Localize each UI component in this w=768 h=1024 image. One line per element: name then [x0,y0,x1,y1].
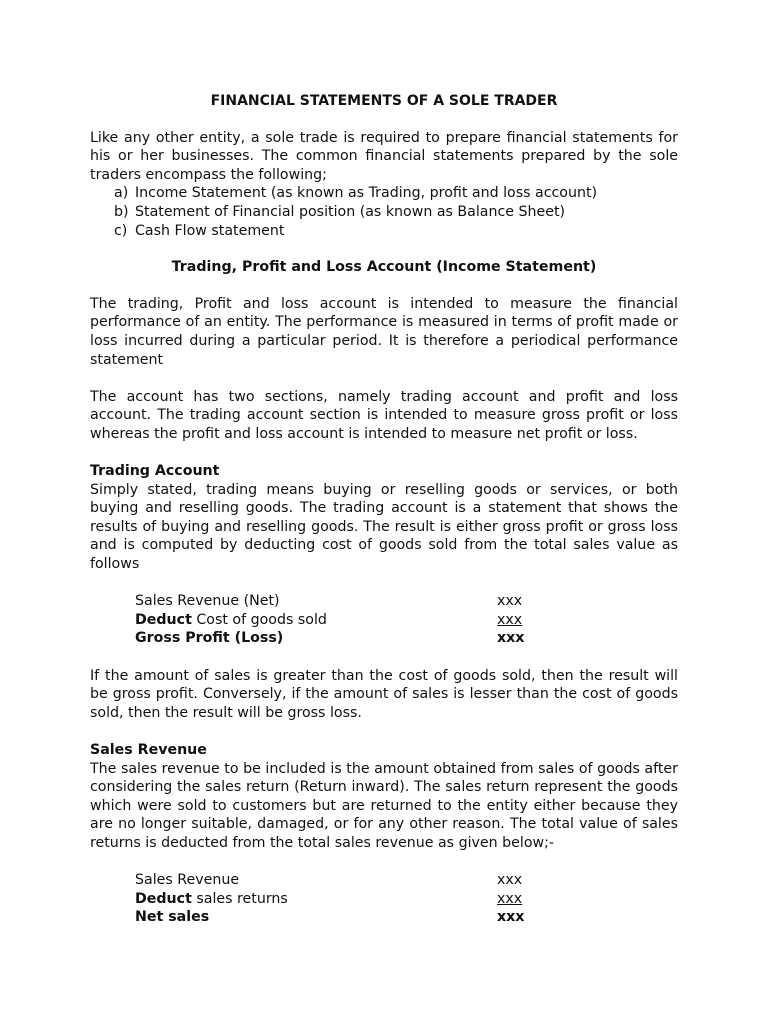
deduct-label: Deduct [135,890,192,907]
calc-value: xxx [497,890,523,907]
calc-value: xxx [497,611,523,628]
calc-label-text: sales returns [191,890,288,907]
calc-row [135,890,525,909]
calc-label: Sales Revenue (Net) [135,593,280,610]
list-item-text: Income Statement (as known as Trading, profit and loss account) [135,185,598,202]
intro-paragraph: Like any other entity, a sole trade is required to prepare financial statements for his or her businesses. The common financial statements prepared by the sole traders encompass the following; [90,129,678,183]
calc-value: xxx [497,872,523,889]
calc-label: Gross Profit (Loss) [135,630,284,647]
calc-row [135,611,525,630]
gross-profit-calculation [135,592,525,648]
net-sales-calculation [135,871,525,927]
calc-value: xxx [497,909,525,926]
calc-label [135,890,288,909]
document-page [90,92,678,946]
calc-row-total [135,908,525,927]
calc-label: Net sales [135,909,210,926]
calc-row [135,592,525,611]
list-item [114,203,678,222]
calc-row [135,871,525,890]
list-marker: c) [114,222,128,239]
trading-account-heading: Trading Account [90,463,220,480]
document-title: FINANCIAL STATEMENTS OF A SOLE TRADER [210,93,558,109]
list-marker: a) [114,185,129,202]
list-marker: b) [114,203,129,220]
list-item-text: Cash Flow statement [135,222,285,239]
trading-account-paragraph: Simply stated, trading means buying or reselling goods or services, or both buying and reselling goods. The trading account is a statement that shows the results of buying and reselling goods. The result is either gross profit or gross loss and is computed by deducting cost of goods sold from the total sales value as follows [90,481,678,573]
calc-value: xxx [497,630,525,647]
paragraph-performance: The trading, Profit and loss account is intended to measure the financial performance of an entity. The performance is measured in terms of profit made or loss incurred during a particular period. It is therefore a periodical performance statement [90,295,678,368]
statement-list [90,184,678,240]
gross-profit-explanation: If the amount of sales is greater than the cost of goods sold, then the result will be gross profit. Conversely, if the amount of sales is lesser than the cost of goods sold, then the result will be gross loss. [90,667,678,721]
paragraph-sections: The account has two sections, namely trading account and profit and loss account. The trading account section is intended to measure gross profit or loss whereas the profit and loss account is intended to measure net profit or loss. [90,388,678,442]
sales-revenue-heading: Sales Revenue [90,742,207,758]
calc-label [135,611,327,630]
section-title: Trading, Profit and Loss Account (Income Statement) [171,259,597,276]
list-item-text: Statement of Financial position (as known as Balance Sheet) [135,203,566,220]
sales-revenue-paragraph: The sales revenue to be included is the amount obtained from sales of goods after considering the sales return (Return inward). The sales return represent the goods which were sold to customers but are returned to the entity either because they are no longer suitable, damaged, or for any other reason. The total value of sales returns is deducted from the total sales revenue as given below;- [90,760,678,851]
deduct-label: Deduct [135,611,192,628]
calc-value: xxx [497,593,523,610]
calc-label-text: Cost of goods sold [191,611,327,628]
calc-row-total [135,629,525,648]
list-item [114,184,678,203]
calc-label: Sales Revenue [135,872,240,889]
list-item [114,222,678,241]
